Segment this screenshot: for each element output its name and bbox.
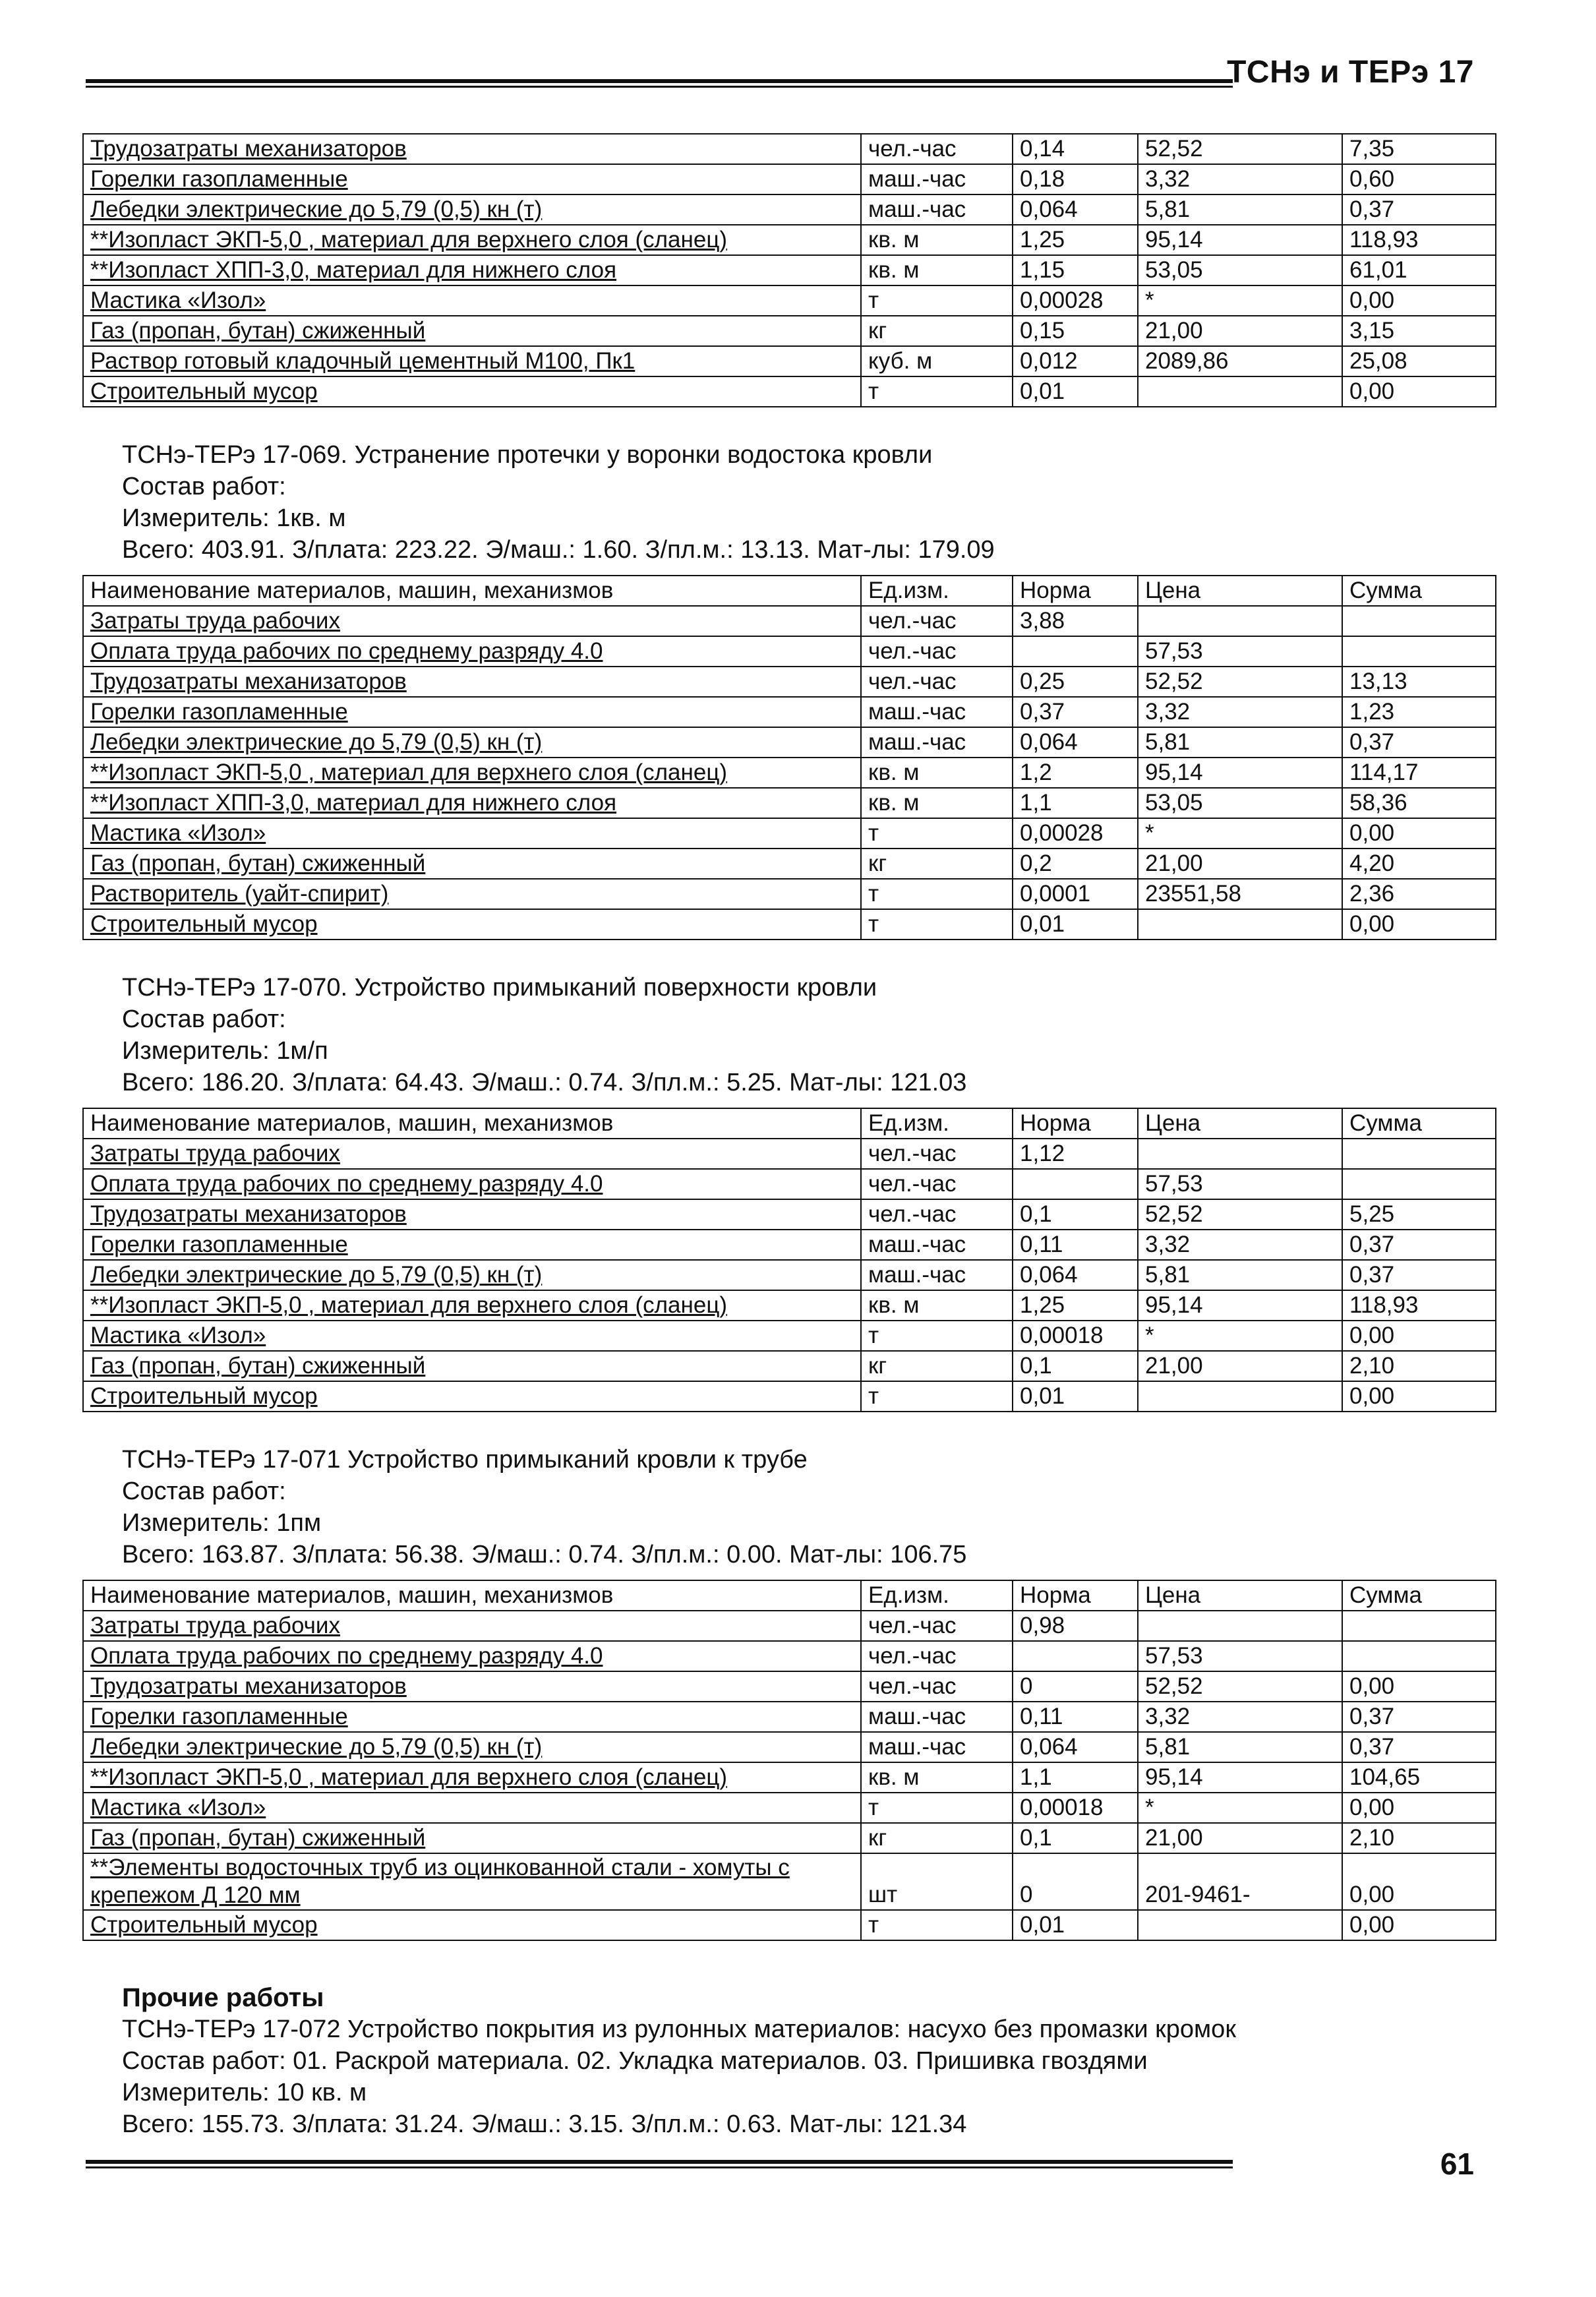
table-cell: чел.-час	[861, 134, 1013, 164]
table-cell: 0,00028	[1013, 285, 1138, 316]
table-cell: кг	[861, 849, 1013, 879]
table-cell: 21,00	[1138, 849, 1342, 879]
table-cell: 61,01	[1342, 255, 1496, 285]
table-header-row	[83, 576, 1496, 606]
table-cell: 1,12	[1013, 1139, 1138, 1169]
other-works-block	[122, 1982, 1236, 2140]
table-cell: 0	[1013, 1671, 1138, 1702]
table-cell	[1013, 636, 1138, 667]
resource-name-cell: **Изопласт ЭКП-5,0 , материал для верхнего слоя (сланец)	[83, 225, 861, 255]
table-cell: 0,0001	[1013, 879, 1138, 909]
table-cell: 0,012	[1013, 346, 1138, 376]
table-cell: 53,05	[1138, 788, 1342, 818]
column-header: Ед.изм.	[861, 1108, 1013, 1139]
table-cell: 95,14	[1138, 1762, 1342, 1793]
table-cell	[1138, 1611, 1342, 1641]
table-cell: 23551,58	[1138, 879, 1342, 909]
section-17-069-header	[122, 439, 995, 566]
table-cell: маш.-час	[861, 1230, 1013, 1260]
table-cell	[1342, 1169, 1496, 1199]
table-cell: чел.-час	[861, 1139, 1013, 1169]
column-header: Наименование материалов, машин, механизмов	[83, 1108, 861, 1139]
table-row	[83, 697, 1496, 727]
table-row	[83, 1230, 1496, 1260]
table-row	[83, 1321, 1496, 1351]
table-cell: 0,37	[1342, 727, 1496, 758]
table-cell: 1,25	[1013, 225, 1138, 255]
table-cell: 5,81	[1138, 1732, 1342, 1762]
table-cell: 2,10	[1342, 1351, 1496, 1381]
table-cell: 118,93	[1342, 1290, 1496, 1321]
table-row	[83, 316, 1496, 346]
table-cell: 0,37	[1342, 1260, 1496, 1290]
section-17-070-header	[122, 972, 966, 1098]
table-cell: 0,14	[1013, 134, 1138, 164]
table-row	[83, 879, 1496, 909]
table-cell	[1138, 909, 1342, 940]
table-cell: 57,53	[1138, 636, 1342, 667]
resource-name-cell: Оплата труда рабочих по среднему разряду 4.0	[83, 1169, 861, 1199]
table-row	[83, 1260, 1496, 1290]
table-cell	[1342, 1611, 1496, 1641]
table-cell: 0	[1013, 1853, 1138, 1910]
resource-name-cell: Лебедки электрические до 5,79 (0,5) кн (т)	[83, 727, 861, 758]
table-cell: 0,1	[1013, 1351, 1138, 1381]
table-row	[83, 1732, 1496, 1762]
table-row	[83, 758, 1496, 788]
table-row	[83, 1290, 1496, 1321]
table-row	[83, 1853, 1496, 1910]
table-cell: чел.-час	[861, 1611, 1013, 1641]
section-17-071-header	[122, 1444, 966, 1570]
table-cell: 0,37	[1342, 1732, 1496, 1762]
column-header: Норма	[1013, 1580, 1138, 1611]
section-composition: Состав работ:	[122, 1477, 286, 1505]
table-cell: 52,52	[1138, 134, 1342, 164]
table-cell: т	[861, 818, 1013, 849]
table-cell: 1,15	[1013, 255, 1138, 285]
table-cell: маш.-час	[861, 164, 1013, 194]
table-cell: 21,00	[1138, 316, 1342, 346]
table-cell: 3,15	[1342, 316, 1496, 346]
table-cell: 3,32	[1138, 1230, 1342, 1260]
table-cell: 0,00	[1342, 1910, 1496, 1940]
table-cell: 0,25	[1013, 667, 1138, 697]
table-cell: 0,00	[1342, 1381, 1496, 1412]
table-cell: 21,00	[1138, 1823, 1342, 1853]
table-cell: 0,00	[1342, 909, 1496, 940]
table-row	[83, 849, 1496, 879]
table-cell: 0,00028	[1013, 818, 1138, 849]
table-cell: 0,11	[1013, 1702, 1138, 1732]
table-cell: 1,2	[1013, 758, 1138, 788]
table-cell: 0,00018	[1013, 1793, 1138, 1823]
table-cell: 2,10	[1342, 1823, 1496, 1853]
table-cell	[1138, 1910, 1342, 1940]
table-row	[83, 346, 1496, 376]
table-cell: кг	[861, 1823, 1013, 1853]
resource-name-cell: Трудозатраты механизаторов	[83, 134, 861, 164]
table-cell	[1342, 636, 1496, 667]
table-cell: маш.-час	[861, 1732, 1013, 1762]
table-cell: 7,35	[1342, 134, 1496, 164]
table-row	[83, 1762, 1496, 1793]
table-cell: чел.-час	[861, 667, 1013, 697]
table-cell: 5,81	[1138, 1260, 1342, 1290]
table-cell: 95,14	[1138, 1290, 1342, 1321]
table-cell	[1342, 1139, 1496, 1169]
section-total: Всего: 403.91. З/плата: 223.22. Э/маш.: 1.60. З/пл.м.: 13.13. Мат-лы: 179.09	[122, 536, 995, 564]
table-cell: 1,1	[1013, 1762, 1138, 1793]
table-cell: чел.-час	[861, 1199, 1013, 1230]
table-row	[83, 1199, 1496, 1230]
table-cell: т	[861, 376, 1013, 407]
table-cell: 3,32	[1138, 697, 1342, 727]
table-cell	[1138, 1381, 1342, 1412]
table-cell: чел.-час	[861, 1169, 1013, 1199]
section-unit: Измеритель: 1м/п	[122, 1037, 328, 1065]
resource-name-cell: **Изопласт ЭКП-5,0 , материал для верхнего слоя (сланец)	[83, 758, 861, 788]
table-cell: 0,37	[1342, 1230, 1496, 1260]
table-cell: 201-9461-	[1138, 1853, 1342, 1910]
resource-name-cell: Затраты труда рабочих	[83, 1611, 861, 1641]
table-cell: 0,00	[1342, 1671, 1496, 1702]
resource-table-17-069	[82, 575, 1496, 940]
section-total: Всего: 186.20. З/плата: 64.43. Э/маш.: 0.74. З/пл.м.: 5.25. Мат-лы: 121.03	[122, 1069, 967, 1096]
table-row	[83, 1910, 1496, 1940]
table-cell: 0,01	[1013, 376, 1138, 407]
resource-name-cell: Раствор готовый кладочный цементный М100, Пк1	[83, 346, 861, 376]
table-header-row	[83, 1580, 1496, 1611]
table-row	[83, 376, 1496, 407]
resource-name-cell: Мастика «Изол»	[83, 818, 861, 849]
section-total: Всего: 163.87. З/плата: 56.38. Э/маш.: 0.74. З/пл.м.: 0.00. Мат-лы: 106.75	[122, 1541, 967, 1568]
table-cell: 104,65	[1342, 1762, 1496, 1793]
table-cell: 95,14	[1138, 758, 1342, 788]
resource-name-cell: Лебедки электрические до 5,79 (0,5) кн (т)	[83, 194, 861, 225]
other-works-unit: Измеритель: 10 кв. м	[122, 2079, 367, 2106]
table-cell: 52,52	[1138, 667, 1342, 697]
section-title: ТСНэ-ТЕРэ 17-071 Устройство примыканий кровли к трубе	[122, 1446, 808, 1474]
table-row	[83, 225, 1496, 255]
table-cell: 0,064	[1013, 727, 1138, 758]
table-cell: 0,00	[1342, 1793, 1496, 1823]
table-cell: маш.-час	[861, 194, 1013, 225]
table-cell: 57,53	[1138, 1169, 1342, 1199]
table-cell: 1,25	[1013, 1290, 1138, 1321]
footer-rule	[86, 2160, 1233, 2168]
resource-name-cell: **Изопласт ХПП-3,0, материал для нижнего слоя	[83, 788, 861, 818]
table-cell: т	[861, 285, 1013, 316]
table-cell: 25,08	[1342, 346, 1496, 376]
table-cell: 0,00	[1342, 376, 1496, 407]
page-number: 61	[1440, 2147, 1474, 2181]
column-header: Сумма	[1342, 1108, 1496, 1139]
table-cell: 0,11	[1013, 1230, 1138, 1260]
table-cell: чел.-час	[861, 1641, 1013, 1671]
table-cell	[1013, 1641, 1138, 1671]
section-unit: Измеритель: 1кв. м	[122, 504, 346, 532]
other-works-heading: Прочие работы	[122, 1983, 324, 2012]
table-cell: маш.-час	[861, 727, 1013, 758]
table-cell: 53,05	[1138, 255, 1342, 285]
other-works-total: Всего: 155.73. З/плата: 31.24. Э/маш.: 3.15. З/пл.м.: 0.63. Мат-лы: 121.34	[122, 2110, 967, 2138]
table-cell: чел.-час	[861, 606, 1013, 636]
table-row	[83, 285, 1496, 316]
table-row	[83, 1381, 1496, 1412]
resource-name-cell: Лебедки электрические до 5,79 (0,5) кн (т)	[83, 1260, 861, 1290]
table-row	[83, 1351, 1496, 1381]
table-row	[83, 1169, 1496, 1199]
resource-name-cell: Горелки газопламенные	[83, 1230, 861, 1260]
table-cell: 21,00	[1138, 1351, 1342, 1381]
table-row	[83, 1823, 1496, 1853]
table-cell: 0,01	[1013, 1381, 1138, 1412]
table-cell: кв. м	[861, 1290, 1013, 1321]
resource-name-cell: Мастика «Изол»	[83, 285, 861, 316]
table-cell: т	[861, 1793, 1013, 1823]
resource-name-cell: Горелки газопламенные	[83, 1702, 861, 1732]
resource-name-cell: Оплата труда рабочих по среднему разряду 4.0	[83, 1641, 861, 1671]
table-cell: 0,37	[1342, 194, 1496, 225]
resource-name-cell: **Изопласт ЭКП-5,0 , материал для верхнего слоя (сланец)	[83, 1290, 861, 1321]
table-cell: 114,17	[1342, 758, 1496, 788]
table-row	[83, 909, 1496, 940]
running-header-title: ТСНэ и ТЕРэ 17	[1227, 55, 1474, 90]
column-header: Наименование материалов, машин, механизмов	[83, 1580, 861, 1611]
section-title: ТСНэ-ТЕРэ 17-070. Устройство примыканий поверхности кровли	[122, 974, 877, 1001]
other-works-title: ТСНэ-ТЕРэ 17-072 Устройство покрытия из рулонных материалов: насухо без промазки кромок	[122, 2015, 1236, 2043]
table-cell: маш.-час	[861, 697, 1013, 727]
table-row	[83, 1793, 1496, 1823]
table-row	[83, 1641, 1496, 1671]
table-cell	[1342, 606, 1496, 636]
header-rule	[86, 79, 1233, 88]
table-cell: 0,064	[1013, 1732, 1138, 1762]
table-row	[83, 194, 1496, 225]
table-cell: 52,52	[1138, 1199, 1342, 1230]
table-cell: кв. м	[861, 1762, 1013, 1793]
table-cell	[1013, 1169, 1138, 1199]
section-composition: Состав работ:	[122, 473, 286, 500]
table-row	[83, 1611, 1496, 1641]
table-cell: 0,00	[1342, 1853, 1496, 1910]
table-cell: 57,53	[1138, 1641, 1342, 1671]
resource-name-cell: **Элементы водосточных труб из оцинкованной стали - хомуты с крепежом Д 120 мм	[83, 1853, 861, 1910]
column-header: Сумма	[1342, 1580, 1496, 1611]
table-cell: 5,81	[1138, 194, 1342, 225]
table-row	[83, 788, 1496, 818]
column-header: Норма	[1013, 1108, 1138, 1139]
resource-name-cell: Газ (пропан, бутан) сжиженный	[83, 1351, 861, 1381]
table-cell: *	[1138, 285, 1342, 316]
resource-name-cell: Растворитель (уайт-спирит)	[83, 879, 861, 909]
table-cell: 118,93	[1342, 225, 1496, 255]
table-cell: кг	[861, 1351, 1013, 1381]
section-unit: Измеритель: 1пм	[122, 1509, 322, 1537]
table-cell: кв. м	[861, 225, 1013, 255]
table-cell: 4,20	[1342, 849, 1496, 879]
table-cell: чел.-час	[861, 636, 1013, 667]
table-cell: 0,37	[1013, 697, 1138, 727]
table-cell: 1,1	[1013, 788, 1138, 818]
table-cell: кв. м	[861, 255, 1013, 285]
table-row	[83, 727, 1496, 758]
table-cell	[1138, 376, 1342, 407]
resource-name-cell: Трудозатраты механизаторов	[83, 1671, 861, 1702]
table-cell: 2,36	[1342, 879, 1496, 909]
table-cell: 95,14	[1138, 225, 1342, 255]
column-header: Норма	[1013, 576, 1138, 606]
table-cell: *	[1138, 818, 1342, 849]
table-cell: *	[1138, 1321, 1342, 1351]
resource-name-cell: Мастика «Изол»	[83, 1793, 861, 1823]
section-composition: Состав работ:	[122, 1005, 286, 1033]
table-cell: 0,15	[1013, 316, 1138, 346]
table-cell: кв. м	[861, 788, 1013, 818]
table-cell: 0,00	[1342, 818, 1496, 849]
table-cell: 0,00	[1342, 1321, 1496, 1351]
table-cell: 3,32	[1138, 1702, 1342, 1732]
resource-name-cell: Горелки газопламенные	[83, 697, 861, 727]
table-cell: 3,88	[1013, 606, 1138, 636]
table-row	[83, 1671, 1496, 1702]
table-cell: 0,01	[1013, 1910, 1138, 1940]
resource-name-cell: Строительный мусор	[83, 909, 861, 940]
table-cell: 0,1	[1013, 1823, 1138, 1853]
resource-name-cell: Газ (пропан, бутан) сжиженный	[83, 1823, 861, 1853]
table-row	[83, 667, 1496, 697]
table-cell: кг	[861, 316, 1013, 346]
table-cell: маш.-час	[861, 1702, 1013, 1732]
table-cell: т	[861, 879, 1013, 909]
table-cell: т	[861, 1910, 1013, 1940]
table-row	[83, 134, 1496, 164]
column-header: Цена	[1138, 1108, 1342, 1139]
resource-table-continued	[82, 133, 1496, 407]
resource-name-cell: Лебедки электрические до 5,79 (0,5) кн (т)	[83, 1732, 861, 1762]
table-cell: т	[861, 909, 1013, 940]
resource-name-cell: Трудозатраты механизаторов	[83, 1199, 861, 1230]
column-header: Ед.изм.	[861, 1580, 1013, 1611]
table-cell: 0,064	[1013, 1260, 1138, 1290]
table-row	[83, 1139, 1496, 1169]
table-cell	[1138, 1139, 1342, 1169]
table-cell: 0,18	[1013, 164, 1138, 194]
table-cell: чел.-час	[861, 1671, 1013, 1702]
table-row	[83, 1702, 1496, 1732]
table-cell: шт	[861, 1853, 1013, 1910]
table-cell: 0,37	[1342, 1702, 1496, 1732]
resource-name-cell: Оплата труда рабочих по среднему разряду 4.0	[83, 636, 861, 667]
table-cell: 13,13	[1342, 667, 1496, 697]
table-cell: 3,32	[1138, 164, 1342, 194]
table-cell: 2089,86	[1138, 346, 1342, 376]
resource-table-17-071	[82, 1580, 1496, 1941]
table-cell: 0,01	[1013, 909, 1138, 940]
resource-name-cell: Затраты труда рабочих	[83, 1139, 861, 1169]
resource-name-cell: **Изопласт ХПП-3,0, материал для нижнего слоя	[83, 255, 861, 285]
table-cell: т	[861, 1321, 1013, 1351]
table-cell: 0,1	[1013, 1199, 1138, 1230]
resource-name-cell: Затраты труда рабочих	[83, 606, 861, 636]
column-header: Цена	[1138, 1580, 1342, 1611]
column-header: Сумма	[1342, 576, 1496, 606]
resource-name-cell: Строительный мусор	[83, 1910, 861, 1940]
table-cell: 0,2	[1013, 849, 1138, 879]
table-cell: 0,064	[1013, 194, 1138, 225]
table-cell: 5,25	[1342, 1199, 1496, 1230]
section-title: ТСНэ-ТЕРэ 17-069. Устранение протечки у воронки водостока кровли	[122, 441, 933, 469]
resource-name-cell: Мастика «Изол»	[83, 1321, 861, 1351]
table-cell: 5,81	[1138, 727, 1342, 758]
table-cell: маш.-час	[861, 1260, 1013, 1290]
other-works-composition: Состав работ: 01. Раскрой материала. 02. Укладка материалов. 03. Пришивка гвоздями	[122, 2047, 1148, 2075]
table-cell: 0,98	[1013, 1611, 1138, 1641]
resource-name-cell: Строительный мусор	[83, 376, 861, 407]
table-cell	[1342, 1641, 1496, 1671]
table-cell: 1,23	[1342, 697, 1496, 727]
column-header: Наименование материалов, машин, механизмов	[83, 576, 861, 606]
table-row	[83, 818, 1496, 849]
resource-table-17-070	[82, 1108, 1496, 1412]
table-cell: кв. м	[861, 758, 1013, 788]
table-row	[83, 636, 1496, 667]
table-cell: 52,52	[1138, 1671, 1342, 1702]
resource-name-cell: **Изопласт ЭКП-5,0 , материал для верхнего слоя (сланец)	[83, 1762, 861, 1793]
table-cell: *	[1138, 1793, 1342, 1823]
table-cell: 0,00	[1342, 285, 1496, 316]
table-header-row	[83, 1108, 1496, 1139]
table-cell: 0,60	[1342, 164, 1496, 194]
table-cell: 58,36	[1342, 788, 1496, 818]
table-cell: куб. м	[861, 346, 1013, 376]
resource-name-cell: Газ (пропан, бутан) сжиженный	[83, 849, 861, 879]
resource-name-cell: Трудозатраты механизаторов	[83, 667, 861, 697]
resource-name-cell: Газ (пропан, бутан) сжиженный	[83, 316, 861, 346]
table-row	[83, 164, 1496, 194]
table-row	[83, 255, 1496, 285]
column-header: Ед.изм.	[861, 576, 1013, 606]
table-cell: 0,00018	[1013, 1321, 1138, 1351]
resource-name-cell: Строительный мусор	[83, 1381, 861, 1412]
resource-name-cell: Горелки газопламенные	[83, 164, 861, 194]
table-row	[83, 606, 1496, 636]
table-cell	[1138, 606, 1342, 636]
table-cell: т	[861, 1381, 1013, 1412]
column-header: Цена	[1138, 576, 1342, 606]
